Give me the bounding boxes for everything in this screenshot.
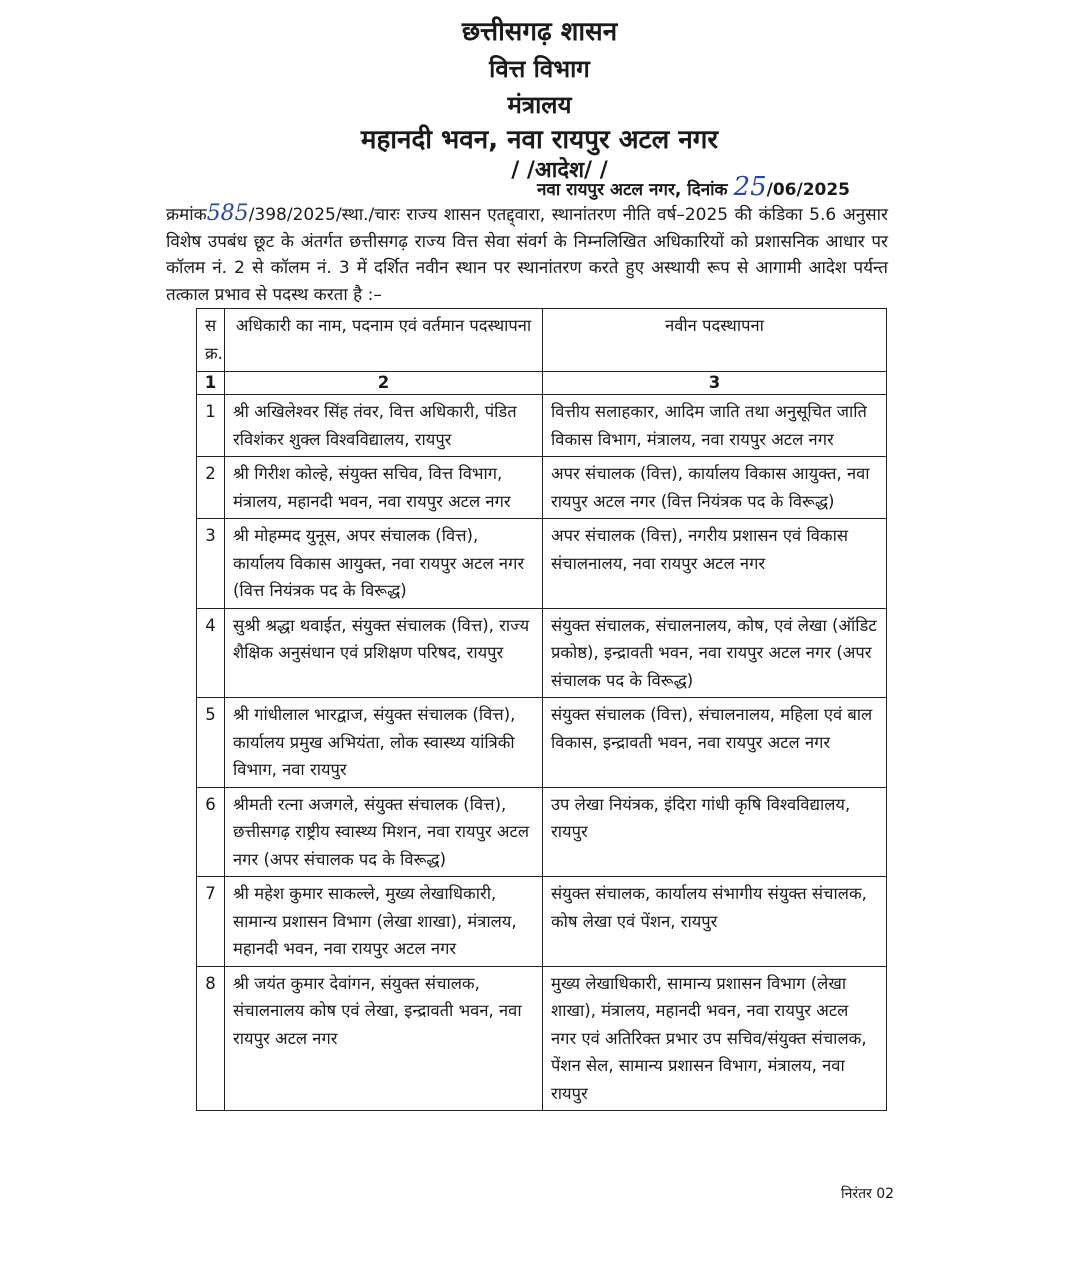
serial-cell: 5 <box>197 698 225 788</box>
table-row <box>197 966 887 1111</box>
current-posting-cell: श्री जयंत कुमार देवांगन, संयुक्त संचालक, संचालनालय कोष एवं लेखा, इन्द्रावती भवन, नवा रायपुर अटल नगर <box>225 966 543 1111</box>
dateline-suffix: /06/2025 <box>766 180 851 200</box>
intro-body: /398/2025/स्था./चारः राज्य शासन एतद्द्वारा, स्थानांतरण नीति वर्ष–2025 की कंडिका 5.6 अनुसार विशेष उपबंध छूट के अंतर्गत छत्तीसगढ़ राज्य वित्त सेवा संवर्ग के निम्नलिखित अधिकारियों को प्रशासनिक आधार पर कॉलम नं. 2 से कॉलम नं. 3 में दर्शित नवीन स्थान पर स्थानांतरण करते हुए अस्थायी रूप से आगामी आदेश पर्यन्त तत्काल प्रभाव से पदस्थ करता है :– <box>166 205 888 305</box>
current-posting-cell: श्रीमती रत्ना अजगले, संयुक्त संचालक (वित्त), छत्तीसगढ़ राष्ट्रीय स्वास्थ्य मिशन, नवा रायपुर अटल नगर (अपर संचालक पद के विरूद्ध) <box>225 787 543 877</box>
ministry-name: मंत्रालय <box>507 91 572 119</box>
current-posting-cell: श्री गिरीश कोल्हे, संयुक्त सचिव, वित्त विभाग, मंत्रालय, महानदी भवन, नवा रायपुर अटल नगर <box>225 457 543 519</box>
new-posting-cell: संयुक्त संचालक, कार्यालय संभागीय संयुक्त संचालक, कोष लेखा एवं पेंशन, रायपुर <box>543 877 887 967</box>
transfer-table <box>196 308 887 1111</box>
table-header-row <box>197 309 887 372</box>
continued-note: निरंतर 02 <box>841 1186 895 1202</box>
serial-cell: 8 <box>197 966 225 1111</box>
table-row <box>197 519 887 609</box>
department-name: वित्त विभाग <box>489 55 590 83</box>
order-intro-paragraph <box>166 202 888 308</box>
office-address: महानदी भवन, नवा रायपुर अटल नगर <box>360 125 719 155</box>
order-title: / /आदेश/ / <box>511 158 608 183</box>
column-number: 2 <box>225 372 543 395</box>
serial-cell: 2 <box>197 457 225 519</box>
serial-cell: 7 <box>197 877 225 967</box>
new-posting-cell: संयुक्त संचालक, संचालनालय, कोष, एवं लेखा (ऑडिट प्रकोष्ठ), इन्द्रावती भवन, नवा रायपुर अटल नगर (अपर संचालक पद के विरूद्ध) <box>543 608 887 698</box>
current-posting-cell: श्री गांधीलाल भारद्वाज, संयुक्त संचालक (वित्त), कार्यालय प्रमुख अभियंता, लोक स्वास्थ्य यांत्रिकी विभाग, नवा रायपुर <box>225 698 543 788</box>
serial-cell: 4 <box>197 608 225 698</box>
header-serial: स क्र. <box>197 309 225 372</box>
table-row <box>197 877 887 967</box>
new-posting-cell: वित्तीय सलाहकार, आदिम जाति तथा अनुसूचित जाति विकास विभाग, मंत्रालय, नवा रायपुर अटल नगर <box>543 395 887 457</box>
serial-cell: 6 <box>197 787 225 877</box>
header-current-posting: अधिकारी का नाम, पदनाम एवं वर्तमान पदस्थापना <box>225 309 543 372</box>
handwritten-day: 25 <box>733 172 767 202</box>
table-row <box>197 698 887 788</box>
handwritten-order-number: 585 <box>206 201 249 226</box>
current-posting-cell: श्री अखिलेश्वर सिंह तंवर, वित्त अधिकारी, पंडित रविशंकर शुक्ल विश्वविद्यालय, रायपुर <box>225 395 543 457</box>
current-posting-cell: श्री महेश कुमार साकल्ले, मुख्य लेखाधिकारी, सामान्य प्रशासन विभाग (लेखा शाखा), मंत्रालय, महानदी भवन, नवा रायपुर अटल नगर <box>225 877 543 967</box>
table-row <box>197 395 887 457</box>
new-posting-cell: मुख्य लेखाधिकारी, सामान्य प्रशासन विभाग (लेखा शाखा), मंत्रालय, महानदी भवन, नवा रायपुर अटल नगर एवं अतिरिक्त प्रभार उप सचिव/संयुक्त संचालक, पेंशन सेल, सामान्य प्रशासन विभाग, मंत्रालय, नवा रायपुर <box>543 966 887 1111</box>
serial-cell: 3 <box>197 519 225 609</box>
current-posting-cell: श्री मोहम्मद युनूस, अपर संचालक (वित्त), कार्यालय विकास आयुक्त, नवा रायपुर अटल नगर (वित्त नियंत्रक पद के विरूद्ध) <box>225 519 543 609</box>
current-posting-cell: सुश्री श्रद्धा थवाईत, संयुक्त संचालक (वित्त), राज्य शैक्षिक अनुसंधान एवं प्रशिक्षण परिषद, रायपुर <box>225 608 543 698</box>
serial-cell: 1 <box>197 395 225 457</box>
column-number: 3 <box>543 372 887 395</box>
table-row <box>197 608 887 698</box>
dateline <box>537 172 850 202</box>
new-posting-cell: उप लेखा नियंत्रक, इंदिरा गांधी कृषि विश्वविद्यालय, रायपुर <box>543 787 887 877</box>
new-posting-cell: संयुक्त संचालक (वित्त), संचालनालय, महिला एवं बाल विकास, इन्द्रावती भवन, नवा रायपुर अटल नगर <box>543 698 887 788</box>
column-number: 1 <box>197 372 225 395</box>
dateline-prefix: नवा रायपुर अटल नगर, दिनांक <box>537 180 734 200</box>
table-row <box>197 457 887 519</box>
government-name: छत्तीसगढ़ शासन <box>461 17 618 47</box>
new-posting-cell: अपर संचालक (वित्त), नगरीय प्रशासन एवं विकास संचालनालय, नवा रायपुर अटल नगर <box>543 519 887 609</box>
new-posting-cell: अपर संचालक (वित्त), कार्यालय विकास आयुक्त, नवा रायपुर अटल नगर (वित्त नियंत्रक पद के विरूद्ध) <box>543 457 887 519</box>
header-new-posting: नवीन पदस्थापना <box>543 309 887 372</box>
column-number-row <box>197 372 887 395</box>
intro-prefix: क्रमांक <box>166 205 207 225</box>
table-row <box>197 787 887 877</box>
